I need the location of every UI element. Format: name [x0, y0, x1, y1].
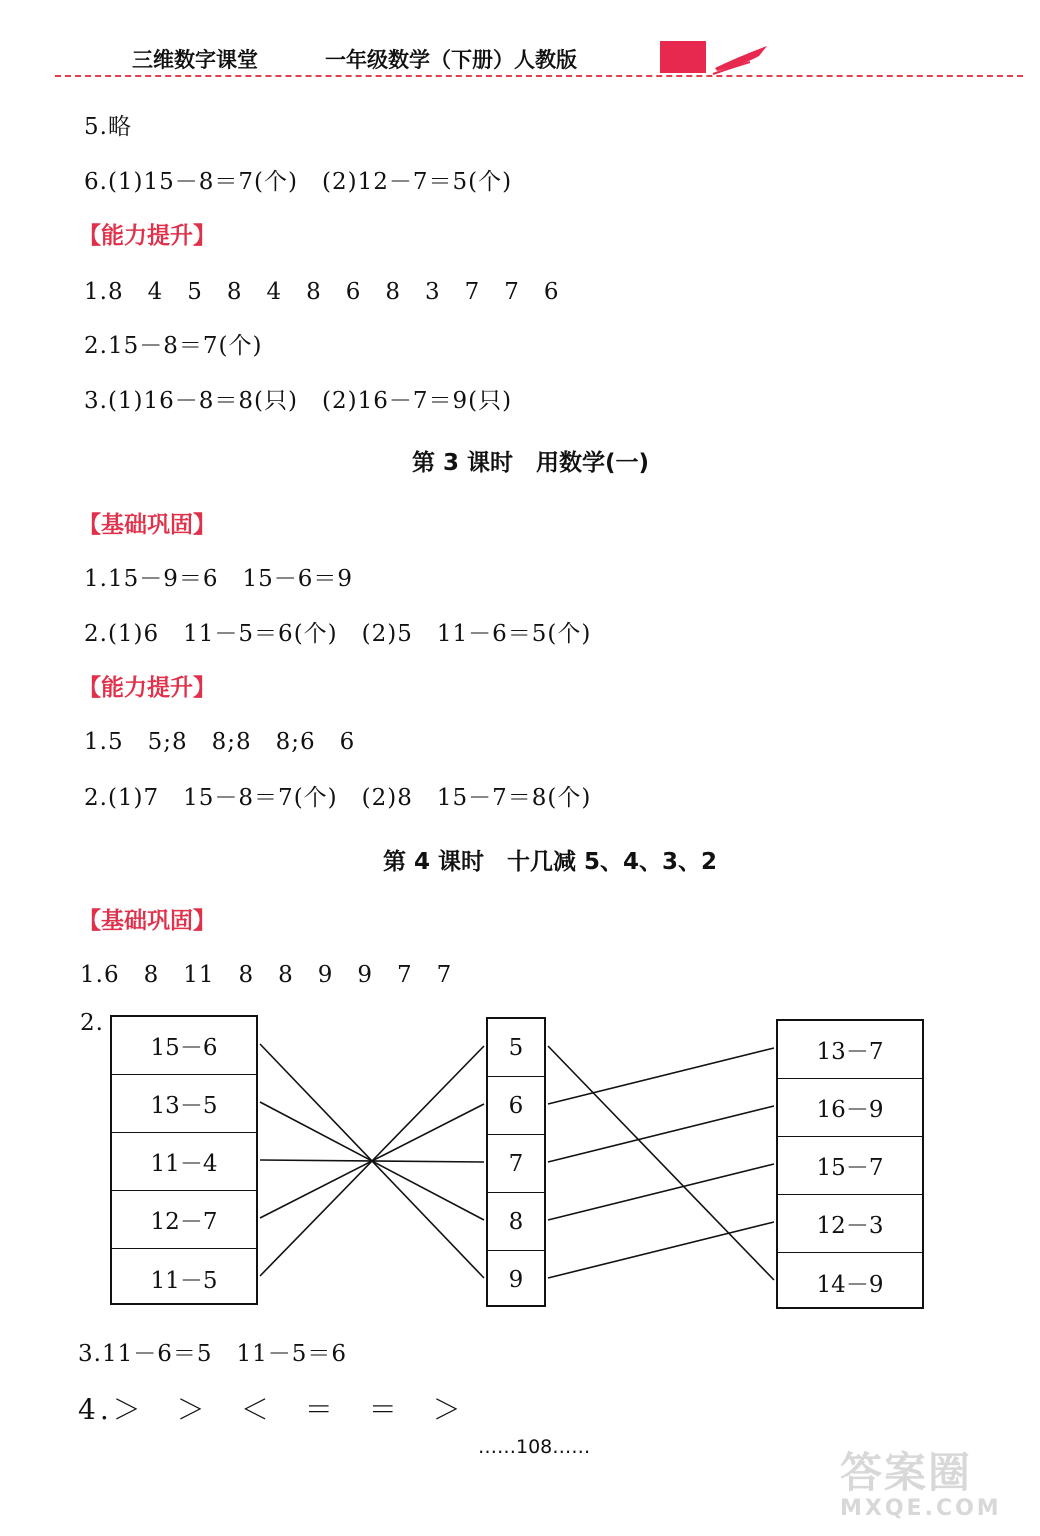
left-expression: 12－7 — [112, 1191, 256, 1249]
left-expression: 11－5 — [150, 1267, 218, 1294]
left-expression: 11－4 — [112, 1133, 256, 1191]
match-line-right — [548, 1164, 774, 1220]
watermark-url: MXQE.COM — [840, 1496, 1002, 1521]
middle-number: 9 — [508, 1267, 524, 1293]
right-expression: 14－9 — [816, 1271, 884, 1298]
lesson3-basic-1: 1.15－9＝6 15－6＝9 — [84, 566, 354, 592]
match-line-right — [548, 1222, 774, 1278]
middle-number: 7 — [488, 1135, 544, 1193]
match-line-right — [548, 1048, 774, 1104]
lesson4-title: 第 4 课时 十几减 5、4、3、2 — [383, 849, 718, 875]
right-expression: 13－7 — [778, 1021, 922, 1079]
page-dots-left: …… — [478, 1436, 516, 1458]
middle-number: 6 — [488, 1077, 544, 1135]
header-book-title: 一年级数学（下册）人教版 — [325, 48, 577, 72]
tag-basic-lesson4: 【基础巩固】 — [78, 908, 216, 934]
page-number-value: 108 — [516, 1436, 553, 1458]
lesson4-answer-1: 1.6 8 11 8 8 9 9 7 7 — [80, 962, 453, 988]
watermark — [840, 1440, 1002, 1521]
ability-answer-2: 2.15－8＝7(个) — [84, 333, 263, 359]
page-dots-right: …… — [552, 1436, 591, 1458]
ability-answer-1: 1.8 4 5 8 4 8 6 8 3 7 7 6 — [84, 279, 560, 305]
tag-basic-lesson3: 【基础巩固】 — [78, 512, 216, 538]
page-number — [478, 1436, 590, 1458]
left-expression: 13－5 — [112, 1075, 256, 1133]
lesson4-answer-4: 4.＞ ＞ ＜ ＝ ＝ ＞ — [78, 1393, 465, 1426]
lesson3-ability-1: 1.5 5;8 8;8 8;6 6 — [84, 729, 356, 755]
match-line-right — [548, 1106, 774, 1162]
middle-number: 8 — [488, 1193, 544, 1251]
answer-6: 6.(1)15－8＝7(个) (2)12－7＝5(个) — [84, 169, 513, 195]
match-line-right — [548, 1046, 774, 1280]
tag-ability-lesson3: 【能力提升】 — [78, 675, 216, 701]
answer-5: 5.略 — [84, 114, 132, 140]
tag-ability-1: 【能力提升】 — [78, 223, 216, 249]
header-brand: 三维数字课堂 — [132, 48, 258, 72]
watermark-logo-text: 答案圈 — [840, 1448, 973, 1497]
right-expression: 12－3 — [778, 1195, 922, 1253]
lesson3-ability-2: 2.(1)7 15－8＝7(个) (2)8 15－7＝8(个) — [84, 785, 592, 811]
ability-answer-3: 3.(1)16－8＝8(只) (2)16－7＝9(只) — [84, 388, 513, 414]
lesson3-basic-2: 2.(1)6 11－5＝6(个) (2)5 11－6＝5(个) — [84, 621, 592, 647]
right-expression: 15－7 — [778, 1137, 922, 1195]
lesson4-answer-3: 3.11－6＝5 11－5＝6 — [78, 1341, 348, 1367]
lesson4-answer-2-label: 2. — [80, 1010, 104, 1036]
left-expression: 15－6 — [112, 1017, 256, 1075]
middle-number: 5 — [488, 1019, 544, 1077]
lesson3-title: 第 3 课时 用数学(一) — [412, 450, 650, 476]
right-expression: 16－9 — [778, 1079, 922, 1137]
